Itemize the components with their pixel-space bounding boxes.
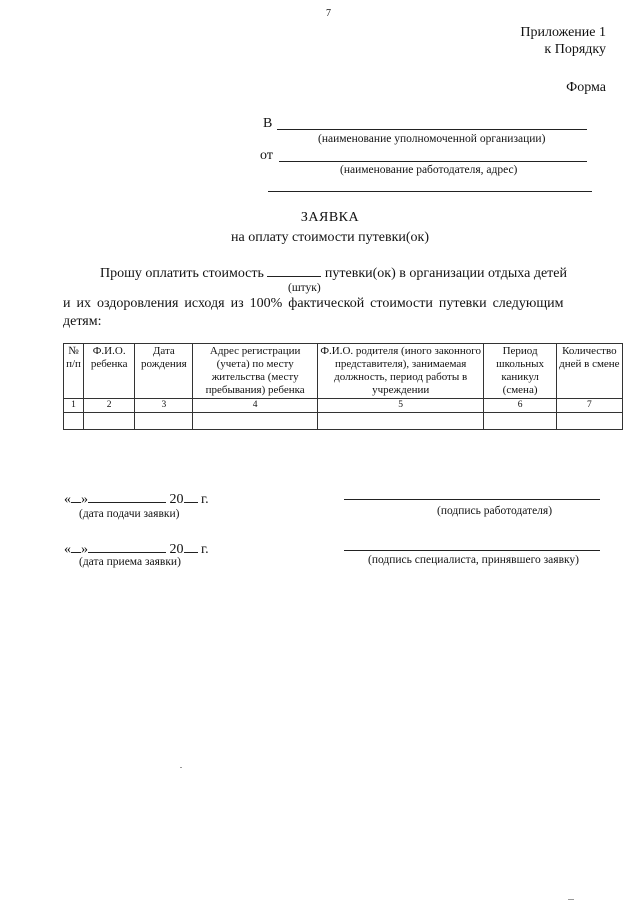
- table-cell[interactable]: [556, 413, 622, 430]
- submit-date-caption: (дата подачи заявки): [79, 508, 180, 520]
- header-number: № п/п: [64, 344, 84, 399]
- specialist-signature-caption: (подпись специалиста, принявшего заявку): [368, 554, 579, 566]
- accept-date-caption: (дата приема заявки): [79, 556, 181, 568]
- table-cell[interactable]: [135, 413, 193, 430]
- from-prefix: от: [260, 148, 273, 163]
- to-organization-line[interactable]: [277, 129, 587, 130]
- table-header-row: [64, 344, 623, 399]
- employer-signature-caption: (подпись работодателя): [437, 505, 553, 517]
- column-number: 6: [484, 399, 556, 413]
- column-number: 2: [84, 399, 135, 413]
- from-employer-line-2[interactable]: [268, 191, 592, 192]
- column-number: 5: [317, 399, 484, 413]
- document-title: ЗАЯВКА: [300, 210, 360, 225]
- employer-signature-line[interactable]: [344, 499, 600, 500]
- header-child-name: Ф.И.О. ребенка: [84, 344, 135, 399]
- scan-speck: [568, 899, 574, 900]
- header-birth-date: Дата рождения: [135, 344, 193, 399]
- accept-date-line: « » 20 г.: [64, 542, 209, 557]
- document-subtitle: на оплату стоимости путевки(ок): [231, 230, 429, 245]
- header-days-count: Количество дней в смене: [556, 344, 622, 399]
- header-child-address: Адрес регистрации (учета) по месту жительства (месту пребывания) ребенка: [193, 344, 317, 399]
- submit-date-line: « » 20 г.: [64, 492, 209, 507]
- table-cell[interactable]: [317, 413, 484, 430]
- table-row: [64, 413, 623, 430]
- scan-speck: [180, 767, 182, 768]
- form-label: Форма: [566, 80, 606, 95]
- body-line-3: детям:: [63, 314, 102, 329]
- from-employer-line[interactable]: [279, 161, 587, 162]
- body-line-1-end: путевки(ок) в организации отдыха детей: [324, 266, 568, 281]
- column-number: 3: [135, 399, 193, 413]
- column-number: 4: [193, 399, 317, 413]
- table-cell[interactable]: [64, 413, 84, 430]
- header-holiday-period: Период школьных каникул (смена): [484, 344, 556, 399]
- to-organization-caption: (наименование уполномоченной организации): [318, 133, 546, 145]
- appendix-line-1: Приложение 1: [520, 25, 606, 40]
- accept-year-field[interactable]: [184, 540, 198, 553]
- specialist-signature-line[interactable]: [344, 550, 600, 551]
- table-cell[interactable]: [193, 413, 317, 430]
- quantity-caption: (штук): [288, 282, 321, 294]
- appendix-line-2: к Порядку: [544, 42, 606, 57]
- accept-month-field[interactable]: [88, 540, 166, 553]
- submit-day-field[interactable]: [71, 490, 81, 503]
- column-number: 1: [64, 399, 84, 413]
- children-table: [63, 343, 623, 430]
- appendix-block: [520, 24, 606, 58]
- column-number: 7: [556, 399, 622, 413]
- table-column-numbers-row: [64, 399, 623, 413]
- body-line-1-start: Прошу оплатить стоимость: [100, 266, 264, 281]
- submit-year-field[interactable]: [184, 490, 198, 503]
- from-employer-caption: (наименование работодателя, адрес): [340, 164, 518, 176]
- body-line-2: и их оздоровления исходя из 100% фактической стоимости путевки следующим: [63, 296, 564, 311]
- accept-day-field[interactable]: [71, 540, 81, 553]
- page-number: 7: [326, 8, 331, 19]
- table-cell[interactable]: [484, 413, 556, 430]
- to-prefix: В: [263, 116, 273, 131]
- header-parent-info: Ф.И.О. родителя (иного законного представителя), занимаемая должность, период работы в учреждении: [317, 344, 484, 399]
- submit-month-field[interactable]: [88, 490, 166, 503]
- table-cell[interactable]: [84, 413, 135, 430]
- body-line-1: [100, 264, 567, 282]
- quantity-field[interactable]: [267, 264, 321, 277]
